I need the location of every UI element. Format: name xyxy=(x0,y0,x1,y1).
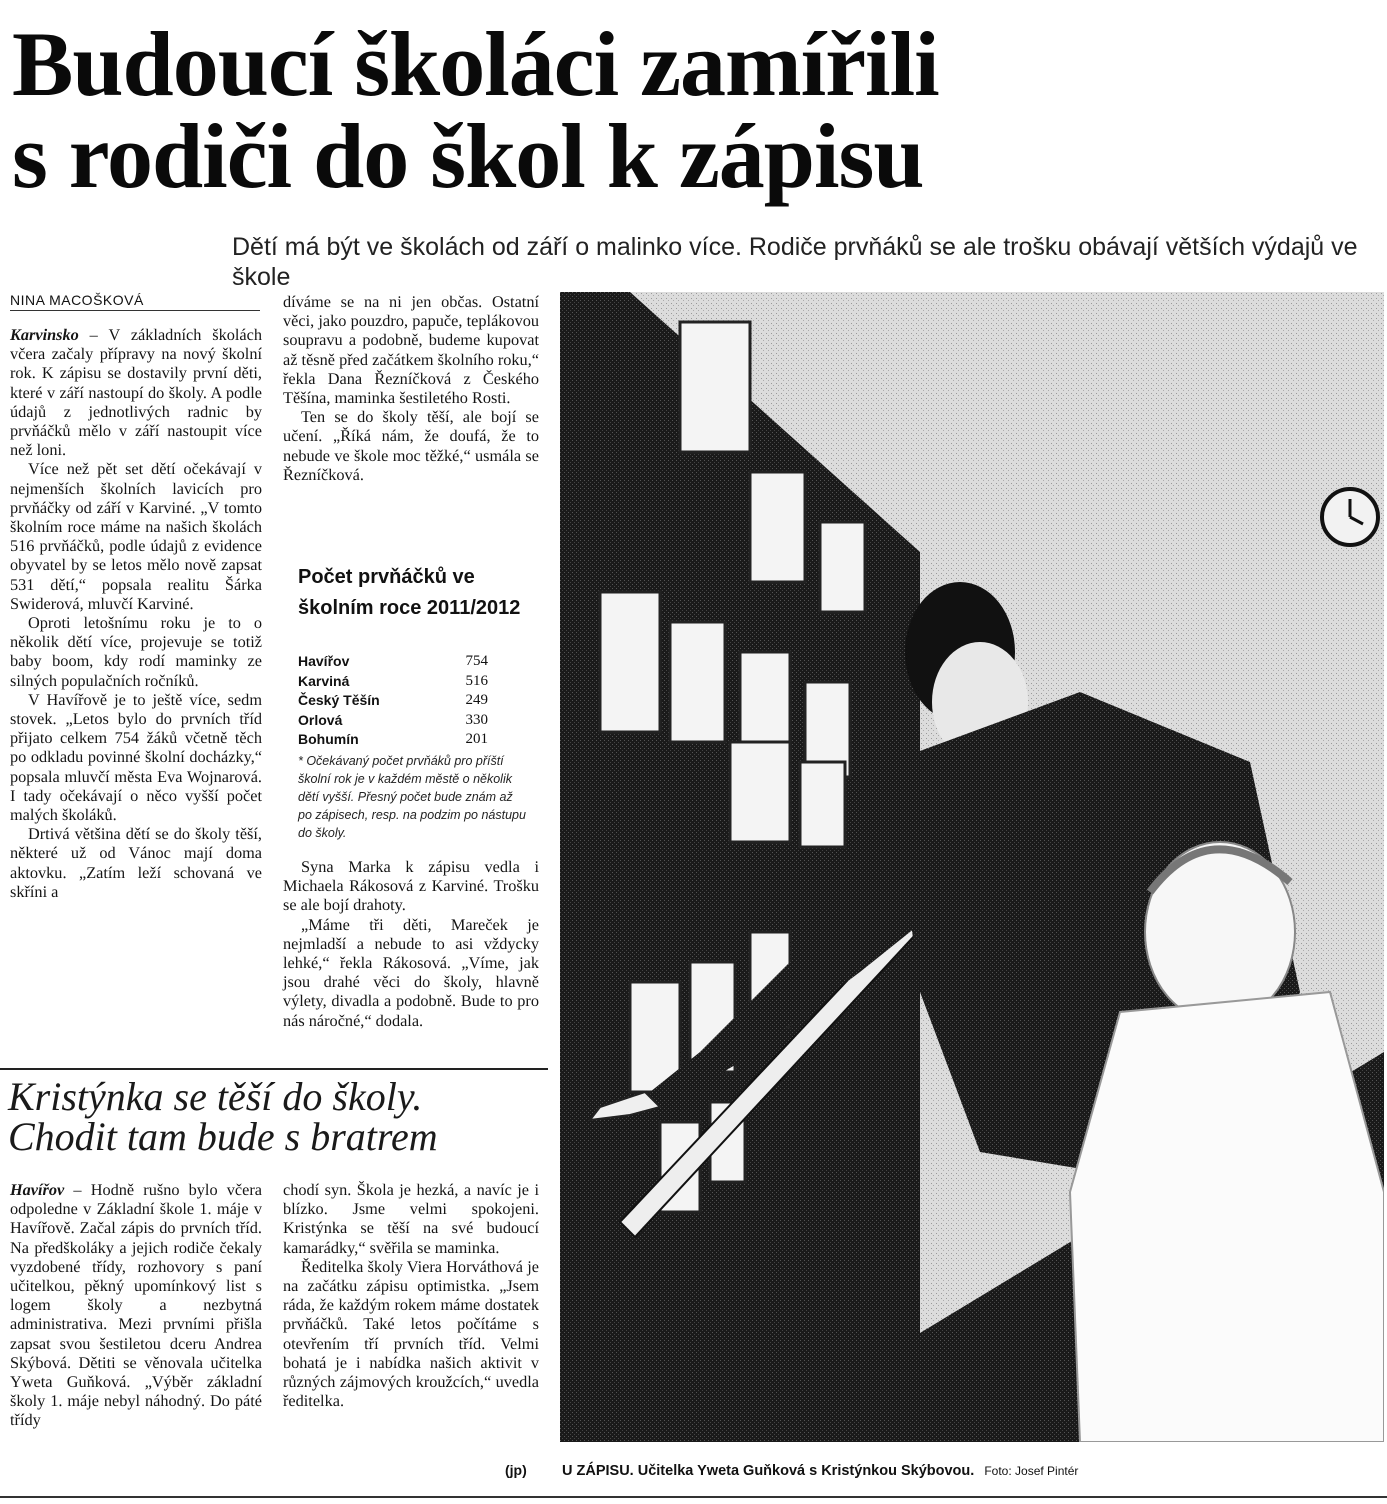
infobox-row xyxy=(298,652,508,672)
paragraph-text: – Hodně rušno bylo včera odpoledne v Základní škole 1. máje v Havířově. Začal zápis do prvních tříd. Na předškoláky a jejich rodiče čekaly vyzdobené třídy, rozhovory s paní učitelkou, pěkný upomínkový list s logem školy a nezbytná administrativa. Mezi prvními přišla zapsat svou šestiletou dceru Andrea Skýbová. Dětiti se věnovala učitelka Yweta Guňková. „Výběr základní školy 1. máje nebyl náhodný. Do páté třídy xyxy=(10,1180,262,1430)
paragraph xyxy=(10,325,262,459)
photo-caption xyxy=(562,1463,1382,1479)
paragraph xyxy=(10,1180,262,1430)
infobox-title: Počet prvňáčků ve školním roce 2011/2012 xyxy=(298,566,521,619)
dateline-place: Karvinsko xyxy=(10,325,79,344)
subheadline: Dětí má být ve školách od září o malinko více. Rodiče prvňáků se ale trošku obávají větších výdajů ve škole xyxy=(232,233,1358,291)
photo-illustration xyxy=(560,292,1384,1442)
infobox-table xyxy=(298,652,508,750)
infobox-count: 201 xyxy=(465,731,488,747)
article-column-2-continued xyxy=(283,857,539,1030)
paragraph: chodí syn. Škola je hezká, a navíc je i blízko. Jsme velmi spokojeni. Kristýnka se těší na své budoucí kamarádky,“ svěřila se maminka. xyxy=(283,1180,539,1257)
headline-line-1: Budoucí školáci zamířili xyxy=(12,13,939,115)
sidebar-headline-line-1: Kristýnka se těší do školy. xyxy=(8,1074,423,1119)
byline: NINA MACOŠKOVÁ xyxy=(10,292,260,311)
infobox-city: Havířov xyxy=(298,653,350,669)
infobox-city: Karviná xyxy=(298,672,350,689)
caption-text: Učitelka Yweta Guňková s Kristýnkou Skýbovou. xyxy=(637,1463,975,1479)
infobox-city: Bohumín xyxy=(298,731,359,747)
sidebar-headline-line-2: Chodit tam bude s bratrem xyxy=(8,1114,438,1159)
headline xyxy=(12,13,1382,207)
paragraph: Více než pět set dětí očekávají v nejmenších školních lavicích pro prvňáčky od září v Karviné. „V tomto školním roce máme na našich školách 516 prvňáčků, podle údajů z evidence obyvatel by se letos mělo nově zapsat 531 dětí,“ popsala realitu Šárka Swiderová, mluvčí Karviné. xyxy=(10,459,262,613)
infobox-row xyxy=(298,711,508,731)
infobox-row xyxy=(298,730,508,750)
infobox-city: Český Těšín xyxy=(298,692,380,708)
paragraph: Ředitelka školy Viera Horváthová je na začátku zápisu optimistka. „Jsem ráda, že každým rokem máme dostatek prvňáčků. Také letos počítáme s otevřením tří prvních tříd. Velmi bohatá je i nabídka našich aktivit v různých zájmových kroužcích,“ uvedla ředitelka. xyxy=(283,1256,539,1411)
sidebar-headline xyxy=(8,1074,553,1159)
infobox xyxy=(298,562,530,842)
bottom-divider xyxy=(0,1496,1387,1498)
infobox-city: Orlová xyxy=(298,711,343,728)
infobox-count: 249 xyxy=(465,692,488,708)
dateline-place: Havířov xyxy=(10,1180,65,1199)
paragraph: „Máme tři děti, Mareček je nejmladší a nebude to asi vždycky lehké,“ řekla Rákosová. „Víme, jak jsou drahé věci do školy, hlavně výlety, divadla a podobně. Bude to pro nás náročné,“ dodala. xyxy=(283,914,539,1030)
news-photo xyxy=(560,292,1384,1442)
paragraph: díváme se na ni jen občas. Ostatní věci, jako pouzdro, papuče, teplákovou soupravu a podobně, budeme kupovat až těsně před začátkem školního roku,“ řekla Dana Řezníčková z Českého Těšína, maminka šestiletého Rosti. xyxy=(283,292,539,408)
infobox-row xyxy=(298,672,508,692)
sidebar-column-2 xyxy=(283,1180,539,1410)
paragraph: Syna Marka k zápisu vedla i Michaela Rákosová z Karviné. Trošku se ale bojí drahoty. xyxy=(283,857,539,915)
photo-credit: Foto: Josef Pintér xyxy=(984,1464,1079,1478)
infobox-note: * Očekávaný počet prvňáků pro příští školní rok je v každém městě o několik dětí vyšší. Přesný počet bude znám až po zápisech, resp. na podzim po nástupu do školy. xyxy=(298,753,526,840)
paragraph-text: – V základních školách včera začaly přípravy na nový školní rok. K zápisu se dostavily první děti, které v září nastoupí do školy. A podle údajů z jednotlivých radnic by prvňáčků mělo v září nastoupit více než loni. xyxy=(10,325,262,460)
paragraph: V Havířově je to ještě více, sedm stovek. „Letos bylo do prvních tříd přijato celkem 754 žáků včetně těch po odkladu povinné školní docházky,“ popsala mluvčí města Eva Wojnarová. I tady očekávají o něco vyšší počet malých školáků. xyxy=(10,689,262,825)
paragraph: Oproti letošnímu roku je to o několik dětí více, projevuje se totiž baby boom, kdy rodí maminky ze silných populačních ročníků. xyxy=(10,613,262,690)
infobox-row xyxy=(298,691,508,711)
section-divider xyxy=(0,1068,548,1070)
paragraph: Drtivá většina dětí se do školy těší, některé už od Vánoc mají doma aktovku. „Zatím leží schovaná ve skříni a xyxy=(10,824,262,901)
infobox-count: 516 xyxy=(465,672,488,689)
headline-line-2: s rodiči do škol k zápisu xyxy=(12,105,924,207)
article-column-1 xyxy=(10,325,262,901)
infobox-count: 330 xyxy=(465,711,488,728)
sidebar-column-1 xyxy=(10,1180,262,1430)
author-signature: (jp) xyxy=(505,1462,527,1478)
article-column-2 xyxy=(283,292,539,484)
infobox-count: 754 xyxy=(465,653,488,669)
caption-label: U ZÁPISU. xyxy=(562,1463,634,1479)
paragraph: Ten se do školy těší, ale bojí se učení. „Říká nám, že doufá, že to nebude ve škole moc těžké,“ usmála se Řezníčková. xyxy=(283,407,539,484)
